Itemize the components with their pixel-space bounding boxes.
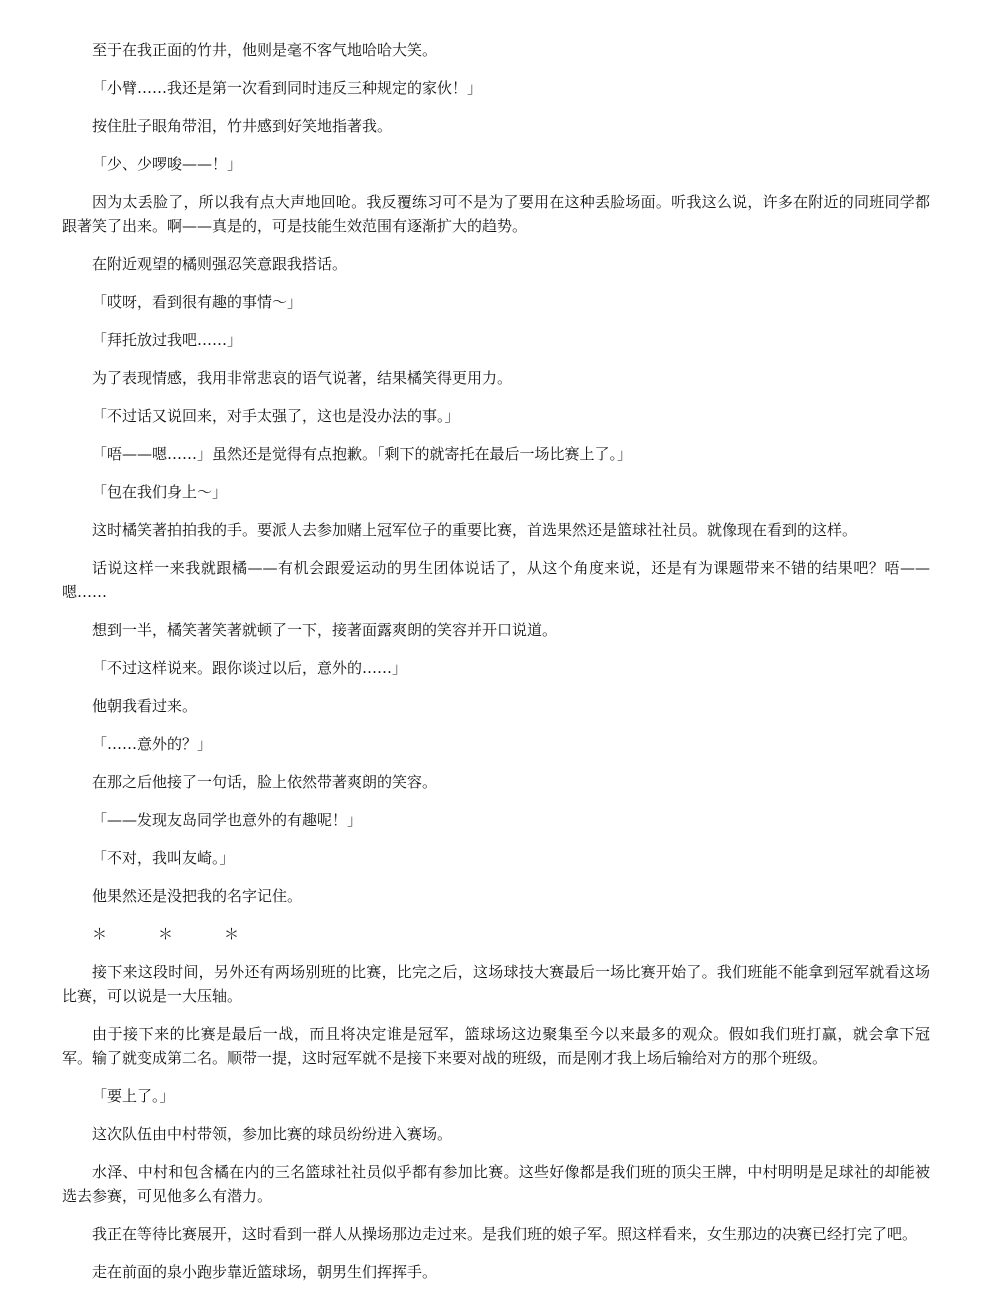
paragraph: 至于在我正面的竹井，他则是毫不客气地哈哈大笑。 [92, 41, 438, 59]
dialogue-line: 「不过话又说回来，对手太强了，这也是没办法的事。」 [92, 407, 460, 425]
dialogue-line: 「哎呀，看到很有趣的事情～」 [92, 293, 303, 311]
paragraph: 在那之后他接了一句话，脸上依然带著爽朗的笑容。 [92, 773, 438, 791]
paragraph: 他果然还是没把我的名字记住。 [92, 887, 303, 905]
paragraph: 在附近观望的橘则强忍笑意跟我搭话。 [92, 255, 348, 273]
paragraph: 为了表现情感，我用非常悲哀的语气说著，结果橘笑得更用力。 [92, 369, 513, 387]
paragraph: 这时橘笑著拍拍我的手。要派人去参加赌上冠军位子的重要比赛，首选果然还是篮球社社员。就像现在看到的这样。 [92, 521, 858, 539]
dialogue-line: 「——发现友岛同学也意外的有趣呢！」 [92, 811, 363, 829]
paragraph: 由于接下来的比赛是最后一战，而且将决定谁是冠军，篮球场这边聚集至今以来最多的观众。假如我们班打赢，就会拿下冠军。输了就变成第二名。顺带一提，这时冠军就不是接下来要对战的班级，而是刚才我上场后输给对方的那个班级。 [62, 1025, 930, 1067]
dialogue-line: 「要上了。」 [92, 1087, 175, 1105]
paragraph: 想到一半，橘笑著笑著就顿了一下，接著面露爽朗的笑容并开口说道。 [92, 621, 558, 639]
scene-separator: ＊ ＊ ＊ [92, 925, 258, 943]
dialogue-line: 「唔——嗯……」虽然还是觉得有点抱歉。「剩下的就寄托在最后一场比赛上了。」 [92, 445, 633, 463]
dialogue-line: 「小臂……我还是第一次看到同时违反三种规定的家伙！」 [92, 79, 483, 97]
dialogue-line: 「拜托放过我吧……」 [92, 331, 243, 349]
dialogue-line: 「……意外的？」 [92, 735, 213, 753]
paragraph: 接下来这段时间，另外还有两场别班的比赛，比完之后，这场球技大赛最后一场比赛开始了。我们班能不能拿到冠军就看这场比赛，可以说是一大压轴。 [62, 963, 930, 1005]
paragraph: 水泽、中村和包含橘在内的三名篮球社社员似乎都有参加比赛。这些好像都是我们班的顶尖王牌，中村明明是足球社的却能被选去参赛，可见他多么有潜力。 [62, 1163, 930, 1205]
paragraph: 我正在等待比赛展开，这时看到一群人从操场那边走过来。是我们班的娘子军。照这样看来，女生那边的决赛已经打完了吧。 [92, 1225, 918, 1243]
paragraph: 因为太丢脸了，所以我有点大声地回呛。我反覆练习可不是为了要用在这种丢脸场面。听我这么说，许多在附近的同班同学都跟著笑了出来。啊——真是的，可是技能生效范围有逐渐扩大的趋势。 [62, 193, 930, 235]
paragraph: 这次队伍由中村带领，参加比赛的球员纷纷进入赛场。 [92, 1125, 453, 1143]
dialogue-line: 「包在我们身上～」 [92, 483, 228, 501]
document-page [62, 38, 930, 1298]
paragraph: 走在前面的泉小跑步靠近篮球场，朝男生们挥挥手。 [92, 1263, 438, 1281]
paragraph: 按住肚子眼角带泪，竹井感到好笑地指著我。 [92, 117, 393, 135]
paragraph: 话说这样一来我就跟橘——有机会跟爱运动的男生团体说话了，从这个角度来说，还是有为课题带来不错的结果吧？唔——嗯…… [62, 559, 930, 601]
dialogue-line: 「不过这样说来。跟你谈过以后，意外的……」 [92, 659, 408, 677]
paragraph: 他朝我看过来。 [92, 697, 198, 715]
dialogue-line: 「不对，我叫友崎。」 [92, 849, 235, 867]
dialogue-line: 「少、少啰唆——！」 [92, 155, 243, 173]
